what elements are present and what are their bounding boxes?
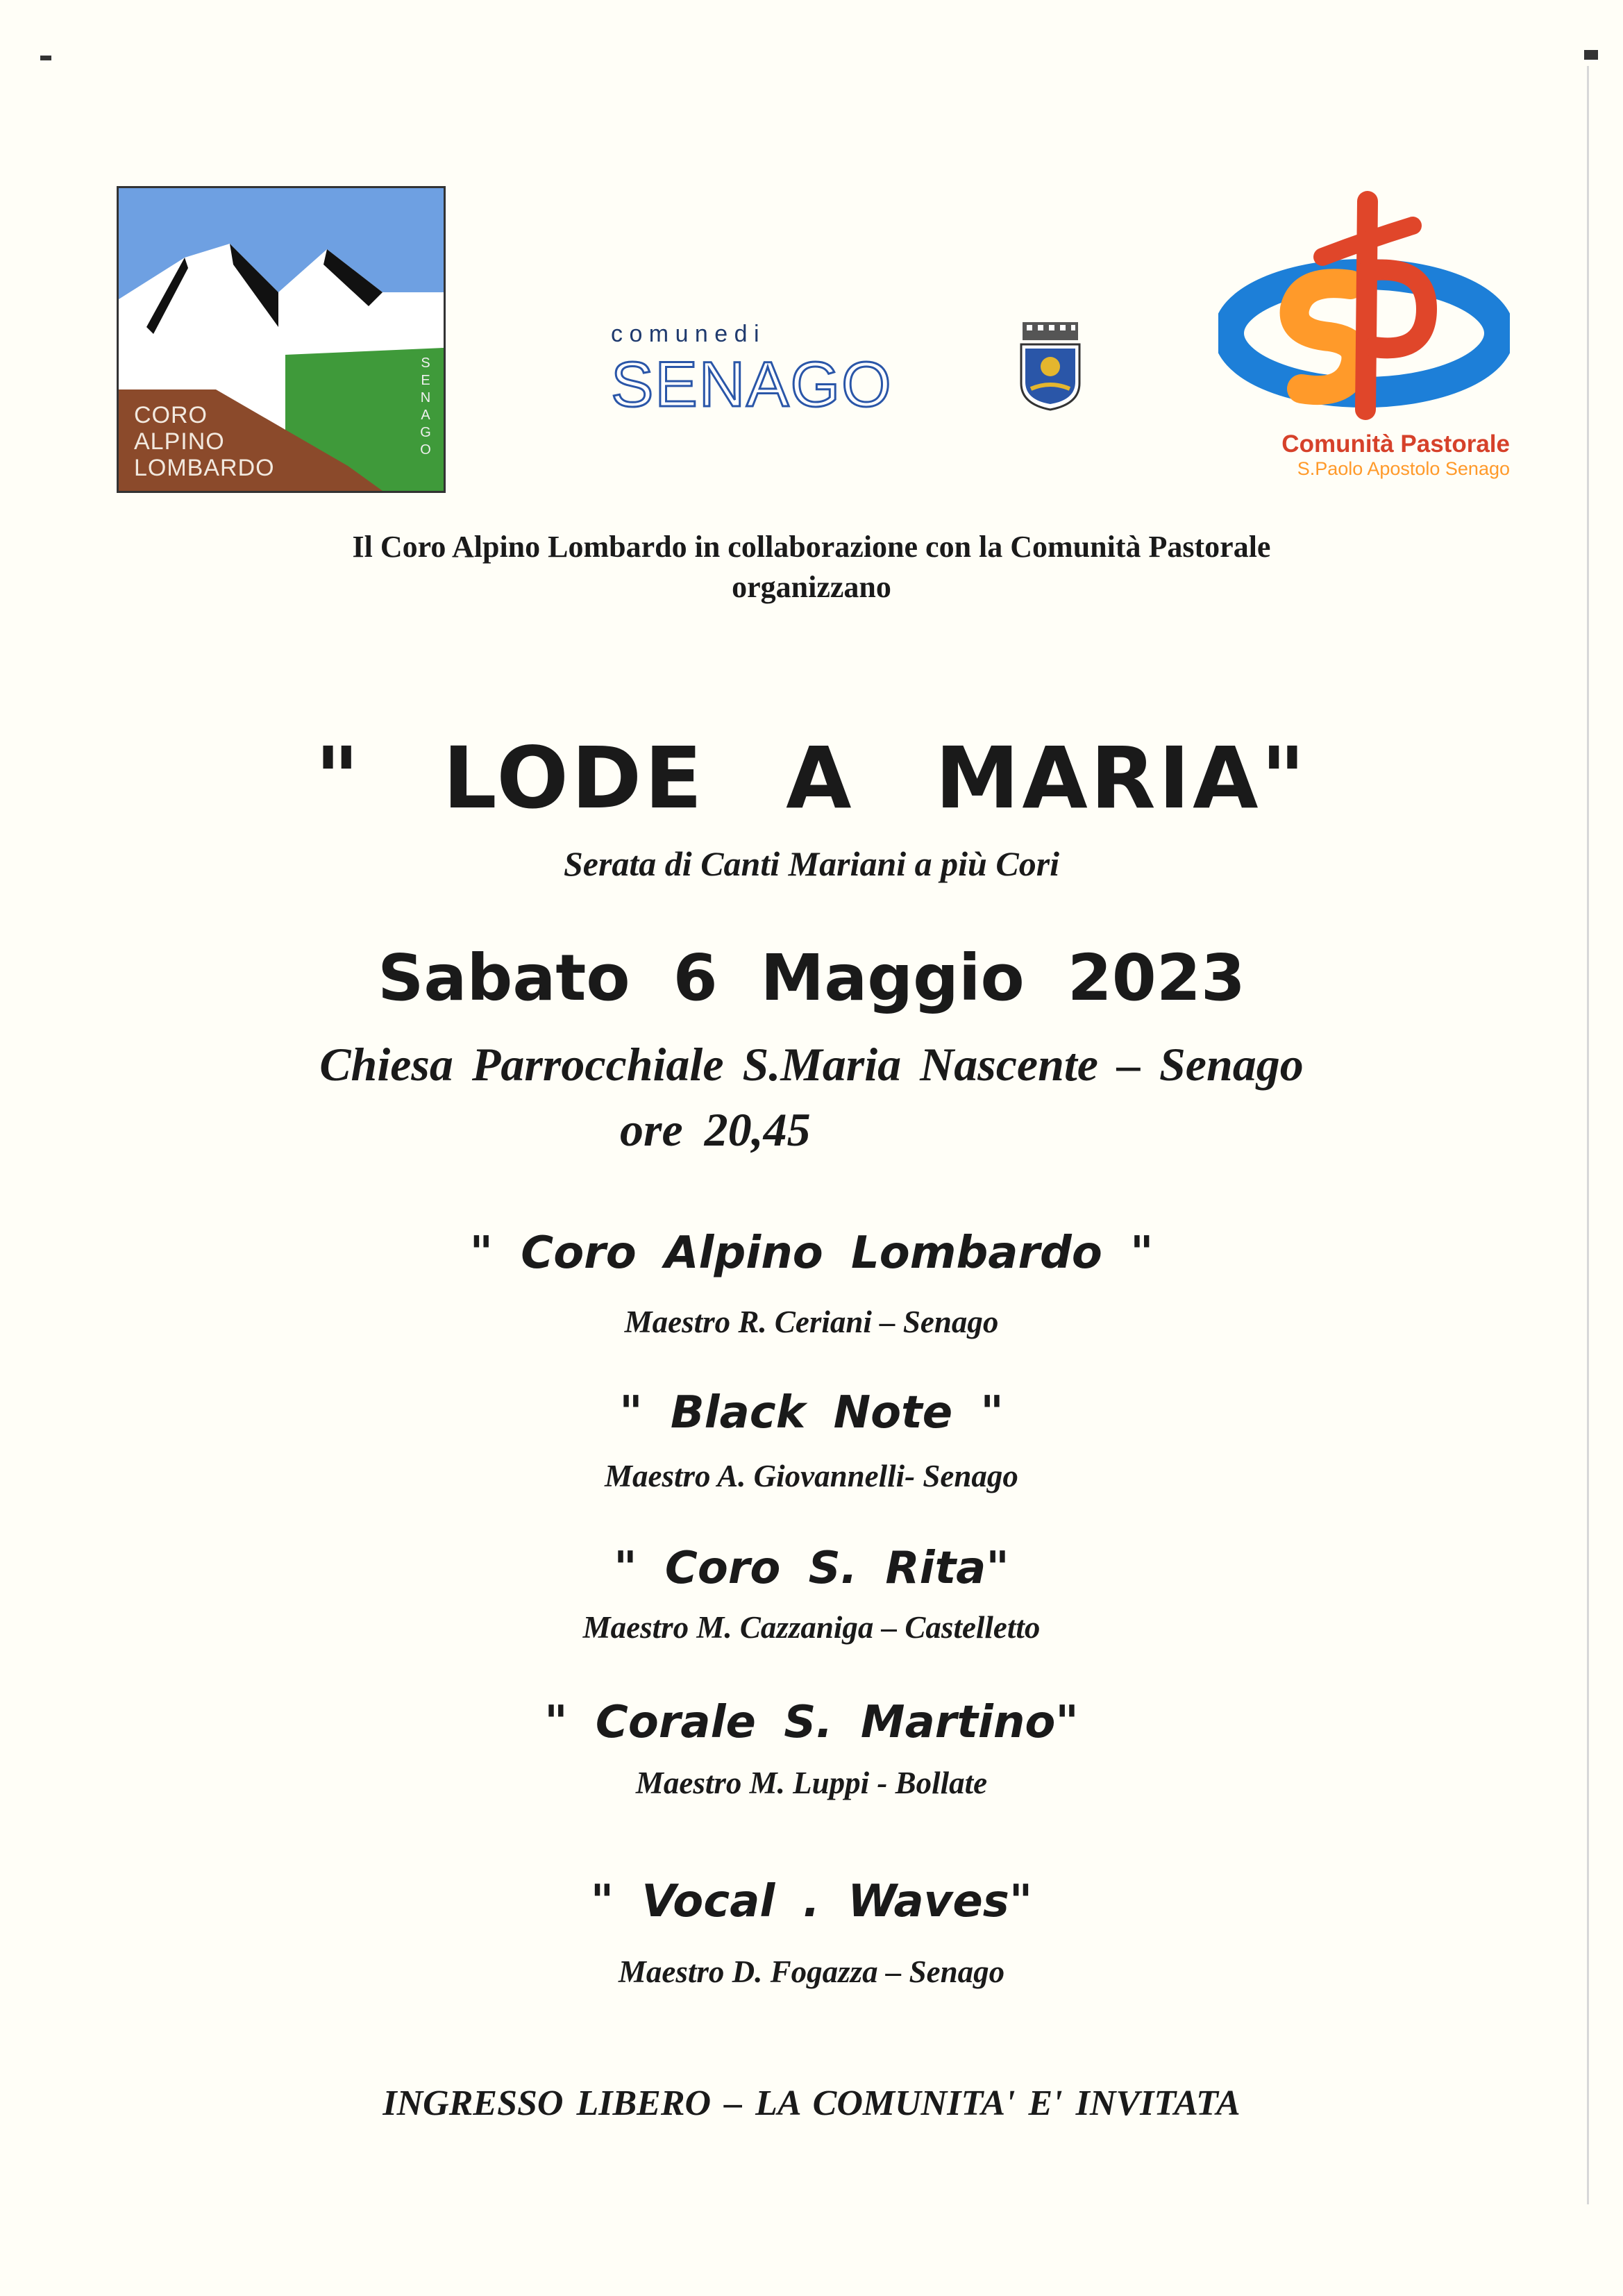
comune-di-label: c o m u n e d i	[611, 321, 759, 347]
intro-line-2: organizzano	[732, 570, 891, 604]
event-date: Sabato 6 Maggio 2023	[378, 941, 1245, 1015]
choir-name: " Black Note "	[619, 1387, 1004, 1439]
event-title: " LODE A MARIA"	[314, 729, 1309, 828]
comune-di-senago-logo	[611, 321, 1097, 418]
event-venue: Chiesa Parrocchiale S.Maria Nascente – Senago	[319, 1038, 1304, 1091]
choir-name: " Coro S. Rita"	[614, 1543, 1009, 1594]
senago-wordmark: SENAGO	[611, 349, 893, 420]
choir-maestro: Maestro M. Cazzaniga – Castelletto	[582, 1610, 1041, 1645]
choir-maestro: Maestro R. Ceriani – Senago	[624, 1305, 999, 1339]
event-subtitle: Serata di Canti Mariani a più Cori	[563, 844, 1060, 883]
coro-logo-line-1: CORO	[134, 402, 208, 428]
intro-line-1: Il Coro Alpino Lombardo in collaborazione con la Comunità Pastorale	[352, 530, 1271, 564]
senago-crest-icon	[1017, 321, 1084, 411]
scan-mark	[1584, 50, 1598, 60]
coro-logo-line-3: LOMBARDO	[134, 455, 275, 481]
coro-logo-vertical-text	[419, 355, 432, 459]
choir-maestro: Maestro M. Luppi - Bollate	[635, 1766, 988, 1800]
choir-name: " Vocal . Waves"	[590, 1876, 1033, 1927]
choir-name: " Coro Alpino Lombardo "	[469, 1227, 1154, 1279]
pastorale-title: Comunità Pastorale	[1281, 430, 1510, 458]
coro-alpino-lombardo-logo	[117, 186, 446, 493]
choir-maestro: Maestro D. Fogazza – Senago	[618, 1954, 1005, 1989]
comunita-pastorale-logo	[1218, 187, 1510, 479]
choir-maestro: Maestro A. Giovannelli- Senago	[605, 1459, 1018, 1493]
vertical-letters: SENAGO	[420, 355, 431, 458]
scan-mark	[40, 56, 51, 60]
event-time: ore 20,45	[620, 1103, 811, 1156]
pastorale-subtitle: S.Paolo Apostolo Senago	[1297, 458, 1510, 479]
footer-note: INGRESSO LIBERO – LA COMUNITA' E' INVITATA	[382, 2084, 1241, 2123]
coro-logo-line-2: ALPINO	[134, 428, 225, 455]
choir-name: " Corale S. Martino"	[544, 1697, 1079, 1748]
sp-monogram-icon	[1218, 187, 1510, 424]
